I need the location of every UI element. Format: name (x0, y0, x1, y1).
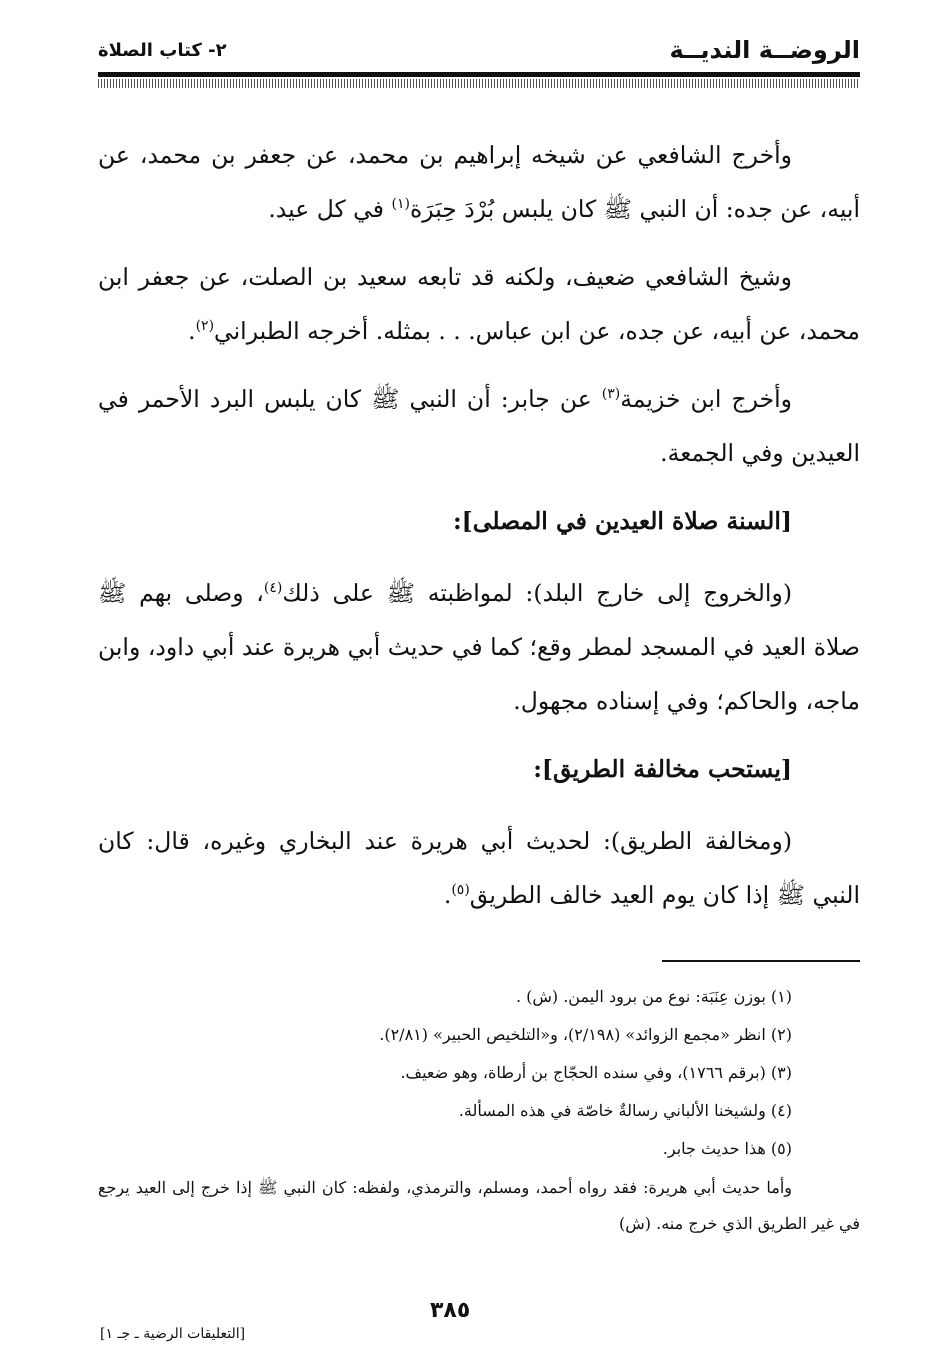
footnote-extra: وأما حديث أبي هريرة: فقد رواه أحمد، ومسلم، والترمذي، ولفظه: كان النبي ﷺ إذا خرج إلى العيد يرجع في غير الطريق الذي خرج منه. (ش) (98, 1178, 860, 1233)
footnote-ref-2: (٢) (195, 318, 215, 335)
footnote-separator (662, 960, 860, 962)
header-rule (98, 72, 860, 77)
paragraph-2-end: . (188, 317, 196, 345)
paragraph-3-end: عن جابر: أن النبي ﷺ كان يلبس البرد الأحمر في العيدين وفي الجمعة. (98, 385, 860, 467)
chapter-title: ٢- كتاب الصلاة (98, 40, 227, 61)
paragraph-4-end: ، وصلى بهم ﷺ صلاة العيد في المسجد لمطر وقع؛ كما في حديث أبي هريرة عند أبي داود، وابن ماجه، والحاكم؛ وفي إسناده مجهول. (98, 579, 860, 715)
section-heading-2: [يستحب مخالفة الطريق]: (533, 755, 792, 783)
footnote-1: (١) بوزن عِنَبَة: نوع من برود اليمن. (ش) . (515, 987, 792, 1006)
paragraph-2-text: وشيخ الشافعي ضعيف، ولكنه قد تابعه سعيد بن الصلت، عن جعفر ابن محمد، عن أبيه، عن جده، عن ابن عباس. . . بمثله. أخرجه الطبراني (98, 263, 860, 345)
footnote-2: (٢) انظر «مجمع الزوائد» (٢/١٩٨)، و«التلخيص الحبير» (٢/٨١). (379, 1025, 792, 1044)
main-text (98, 128, 860, 936)
section-heading-1: [السنة صلاة العيدين في المصلى]: (453, 507, 792, 535)
page-number: ٣٨٥ (430, 1298, 471, 1323)
book-title: الروضــة النديــة (669, 36, 860, 64)
footnote-ref-3: (٣) (601, 386, 621, 403)
paragraph-5-text: (ومخالفة الطريق): لحديث أبي هريرة عند البخاري وغيره، قال: كان النبي ﷺ إذا كان يوم العيد خالف الطريق (98, 827, 860, 909)
footnote-ref-4: (٤) (263, 580, 283, 597)
paragraph-3-text: وأخرج ابن خزيمة (620, 385, 792, 413)
paragraph-1 (98, 128, 860, 236)
paragraph-2 (98, 250, 860, 358)
footnote-3: (٣) (برقم ١٧٦٦)، وفي سنده الحجّاج بن أرطاة، وهو ضعيف. (400, 1063, 792, 1082)
running-header (98, 36, 860, 68)
footnote-4: (٤) ولشيخنا الألباني رسالةٌ خاصّة في هذه المسألة. (458, 1101, 792, 1120)
paragraph-4-text: (والخروج إلى خارج البلد): لمواظبته ﷺ على ذلك (282, 579, 792, 607)
footnotes (98, 978, 860, 1242)
header-hatch-rule (98, 79, 860, 88)
paragraph-5 (98, 814, 860, 922)
paragraph-3 (98, 372, 860, 480)
footnote-5: (٥) هذا حديث جابر. (662, 1139, 792, 1158)
volume-imprint: [التعليقات الرضية ـ جـ ١] (100, 1326, 246, 1342)
paragraph-1-text: وأخرج الشافعي عن شيخه إبراهيم بن محمد، عن جعفر بن محمد، عن أبيه، عن جده: أن النبي ﷺ كان يلبس بُرْدَ حِبَرَة (98, 141, 860, 223)
paragraph-1-end: في كل عيد. (268, 195, 392, 223)
paragraph-4 (98, 566, 860, 728)
footnote-ref-5: (٥) (451, 882, 470, 899)
paragraph-5-end: . (443, 881, 452, 909)
footnote-ref-1: (١) (391, 196, 410, 213)
